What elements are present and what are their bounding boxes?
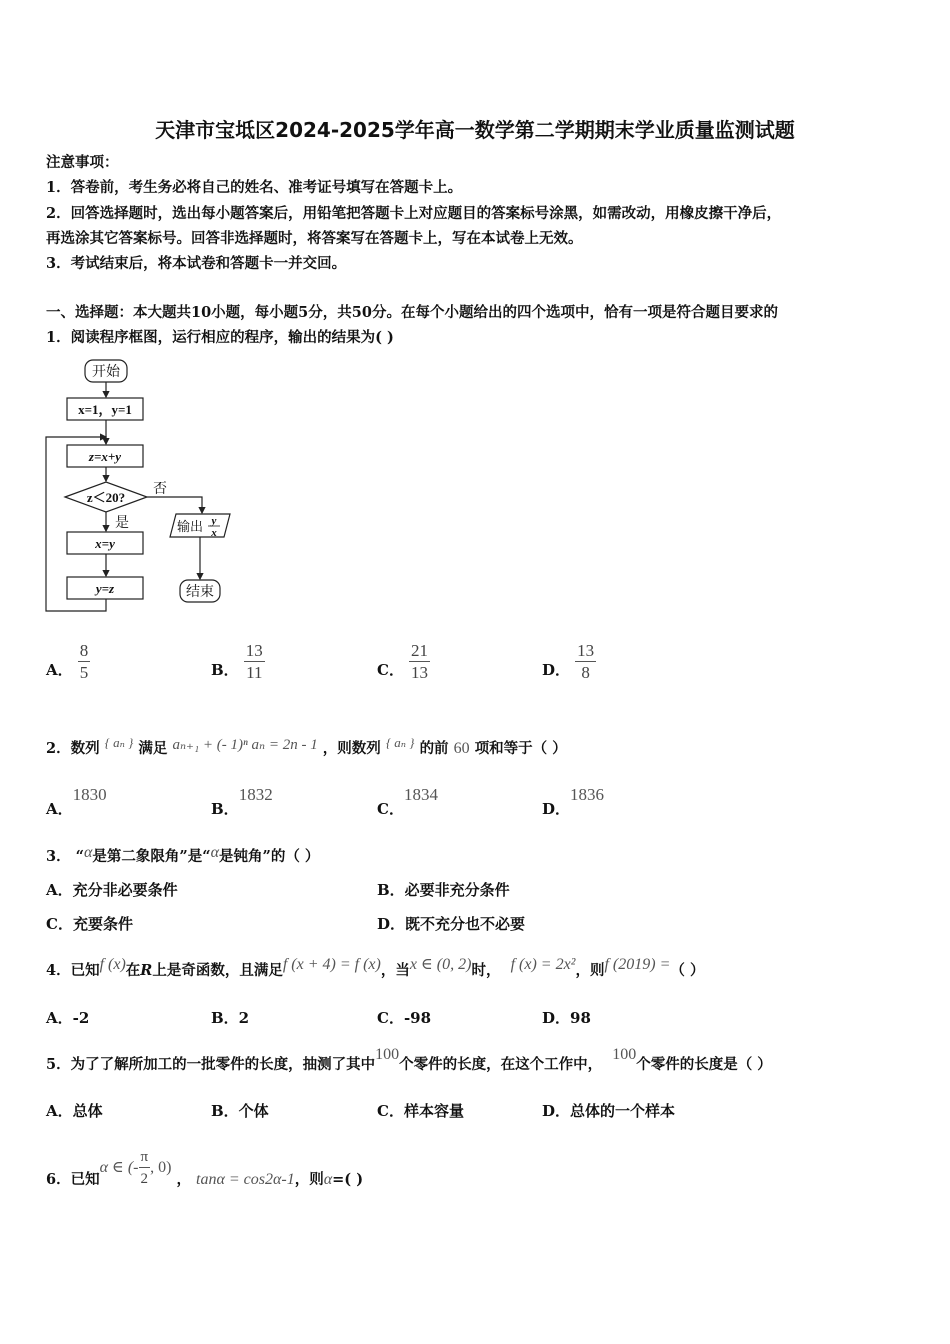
notice-item: 3．考试结束后，将本试卷和答题卡一并交回。 xyxy=(46,255,347,272)
option: A．-2 xyxy=(46,1009,90,1027)
option: C． $\frac{21}{13}$ xyxy=(377,641,429,682)
condition-label: z＜20? xyxy=(86,490,126,505)
notice-item: 2．回答选择题时，选出每小题答案后，用铅笔把答题卡上对应题目的答案标号涂黑，如需改动，用橡皮擦干净后， xyxy=(46,205,782,222)
init-label: x=1，y=1 xyxy=(78,402,132,417)
end-label: 结束 xyxy=(186,585,214,600)
output-denominator: x xyxy=(211,527,217,539)
option: D．总体的一个样本 xyxy=(542,1102,676,1120)
option: B．必要非充分条件 xyxy=(377,881,510,899)
option: C．1834 xyxy=(377,785,438,818)
option: D．1836 xyxy=(542,785,605,818)
option: C．充要条件 xyxy=(46,915,133,933)
output-label: 输出 xyxy=(176,519,204,534)
assign-x-label: x=y xyxy=(95,536,115,551)
question-1-text: 1．阅读程序框图，运行相应的程序，输出的结果为( ) xyxy=(46,329,394,346)
notice-item: 再选涂其它答案标号。回答非选择题时，将答案写在答题卡上，写在本试卷上无效。 xyxy=(46,230,583,247)
option: B． $\frac{13}{11}$ xyxy=(211,641,263,682)
question-5-text: 5．为了了解所加工的一批零件的长度，抽测了其中100个零件的长度，在这个工作中， 100个零件的长度是（ ） xyxy=(46,1046,772,1073)
option: C．样本容量 xyxy=(377,1102,464,1120)
option: A． $\frac{8}{5}$ xyxy=(46,641,89,682)
option: D．98 xyxy=(542,1009,591,1027)
option: B．2 xyxy=(211,1009,250,1027)
option: A．充分非必要条件 xyxy=(46,881,178,899)
notice-item: 1．答卷前，考生务必将自己的姓名、准考证号填写在答题卡上。 xyxy=(46,179,463,196)
start-label: 开始 xyxy=(92,365,120,380)
option: A．1830 xyxy=(46,785,107,818)
notice-heading: 注意事项： xyxy=(46,154,119,171)
option: B．1832 xyxy=(211,785,273,818)
assign-y-label: y=z xyxy=(95,581,115,596)
yes-label: 是 xyxy=(115,516,129,531)
page-title: 天津市宝坻区2024-2025学年高一数学第二学期期末学业质量监测试题 xyxy=(155,118,795,142)
question-6-text: 6．已知α ∈ (- $\frac{\pi}{2}$ , 0) ， tanα = cos2α-1，则α=( ) xyxy=(46,1149,364,1189)
no-label: 否 xyxy=(153,482,167,497)
option: D．既不充分也不必要 xyxy=(377,915,526,933)
output-numerator: y xyxy=(211,515,217,527)
question-2-text: 2．数列 { aₙ } 满足 aₙ₊₁ + (- 1)ⁿ aₙ = 2n - 1 ，则数列 { aₙ } 的前 60 项和等于（ ） xyxy=(46,735,567,757)
step-label: z=x+y xyxy=(88,449,122,464)
option: A．总体 xyxy=(46,1102,103,1120)
question-4-text: 4．已知f (x)在R上是奇函数，且满足f (x + 4) = f (x)，当x ∈ (0, 2)时， f (x) = 2x²，则f (2019) =（ ） xyxy=(46,956,705,979)
option: D． $\frac{13}{8}$ xyxy=(542,641,595,682)
flowchart xyxy=(40,355,240,615)
option: C．-98 xyxy=(377,1009,432,1027)
section-heading: 一、选择题：本大题共10小题，每小题5分，共50分。在每个小题给出的四个选项中，恰有一项是符合题目要求的 xyxy=(46,304,778,321)
option: B．个体 xyxy=(211,1102,269,1120)
question-3-text: 3． “α是第二象限角”是“α是钝角”的（ ） xyxy=(46,844,320,865)
